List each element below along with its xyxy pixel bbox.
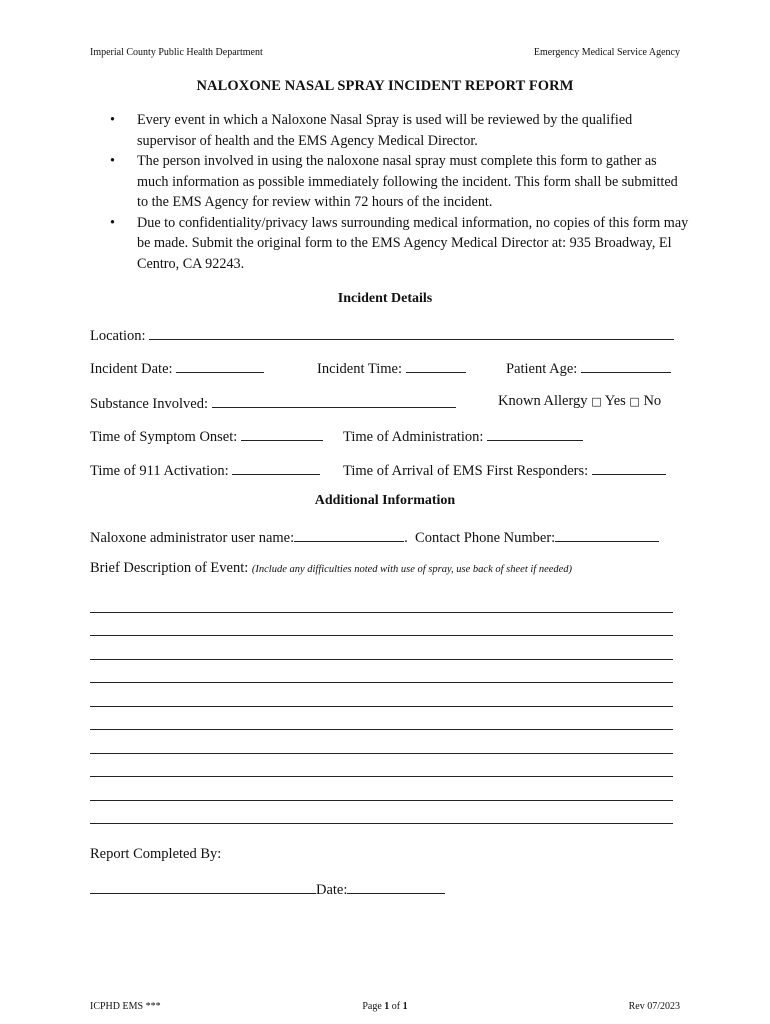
footer-code: ICPHD EMS *** (90, 1001, 161, 1012)
description-line[interactable] (90, 776, 673, 777)
location-field[interactable] (149, 325, 674, 340)
footer-revision: Rev 07/2023 (628, 1001, 680, 1012)
page-prefix: Page (362, 1001, 382, 1012)
bullet-icon: • (110, 112, 115, 128)
activation-911-field[interactable] (232, 460, 320, 475)
incident-date-row (90, 358, 264, 378)
administration-row (343, 426, 583, 446)
report-completed-label: Report Completed By: (90, 846, 222, 862)
header-agency: Emergency Medical Service Agency (533, 47, 680, 58)
description-line[interactable] (90, 706, 673, 707)
description-line[interactable] (90, 635, 673, 636)
location-row (90, 325, 674, 345)
signature-row (90, 879, 445, 899)
substance-row (90, 393, 456, 413)
description-line[interactable] (90, 753, 673, 754)
admin-user-label: Naloxone administrator user name: (90, 530, 295, 546)
patient-age-label: Patient Age: (506, 361, 578, 377)
administration-field[interactable] (487, 426, 583, 441)
brief-description-label: Brief Description of Event: (90, 560, 249, 576)
brief-description-note: (Include any difficulties noted with use of spray, use back of sheet if needed) (251, 564, 573, 575)
page-of: of (391, 1001, 401, 1012)
incident-date-field[interactable] (176, 358, 264, 373)
incident-date-label: Incident Date: (90, 361, 173, 377)
section-additional-info: Additional Information (314, 493, 456, 508)
ems-arrival-field[interactable] (592, 460, 666, 475)
admin-user-field[interactable] (294, 527, 404, 542)
patient-age-row (506, 358, 671, 378)
brief-description-row (90, 560, 572, 577)
instruction-item (110, 213, 690, 275)
symptom-onset-label: Time of Symptom Onset: (90, 429, 238, 445)
contact-phone-label: Contact Phone Number: (415, 530, 556, 546)
description-line[interactable] (90, 729, 673, 730)
ems-arrival-row (343, 460, 666, 480)
allergy-no-label: No (643, 393, 662, 409)
instruction-item (110, 110, 690, 151)
form-title: NALOXONE NASAL SPRAY INCIDENT REPORT FORM (196, 78, 574, 94)
contact-phone-field[interactable] (555, 527, 659, 542)
symptom-onset-row (90, 426, 323, 446)
page-total: 1 (402, 1001, 408, 1012)
activation-911-label: Time of 911 Activation: (90, 463, 229, 479)
bullet-icon: • (110, 214, 115, 231)
substance-field[interactable] (212, 393, 456, 408)
bullet-icon: • (110, 153, 115, 169)
activation-911-row (90, 460, 320, 480)
administration-label: Time of Administration: (343, 429, 484, 445)
page-current: 1 (384, 1001, 390, 1012)
allergy-yes-label: Yes (604, 393, 626, 409)
signature-date-field[interactable] (347, 879, 445, 894)
instructions-list (110, 110, 690, 274)
instruction-text: Every event in which a Naloxone Nasal Spray is used will be reviewed by the qualified supervisor of health and the EMS Agency Medical Director. (137, 112, 633, 149)
known-allergy-label: Known Allergy (498, 393, 588, 409)
substance-label: Substance Involved: (90, 396, 208, 412)
period-separator: . (404, 530, 412, 546)
admin-user-row (90, 527, 659, 547)
description-line[interactable] (90, 612, 673, 613)
allergy-yes-checkbox[interactable]: □ (591, 395, 602, 408)
incident-time-label: Incident Time: (317, 361, 402, 377)
location-label: Location: (90, 328, 146, 344)
report-completed-row (90, 846, 221, 863)
symptom-onset-field[interactable] (241, 426, 323, 441)
incident-time-field[interactable] (406, 358, 466, 373)
signature-field[interactable] (90, 879, 316, 894)
description-line[interactable] (90, 800, 673, 801)
incident-time-row (317, 358, 466, 378)
known-allergy-row (498, 393, 661, 410)
date-label: Date: (316, 882, 348, 898)
instruction-text: The person involved in using the naloxone nasal spray must complete this form to gather as much information as possible immediately following the incident. This form shall be submitted to the EMS Agency for review within 72 hours of the incident. (137, 153, 678, 210)
description-line[interactable] (90, 823, 673, 824)
instruction-text: Due to confidentiality/privacy laws surrounding medical information, no copies of this form may be made. Submit the original form to the EMS Agency Medical Director at: 935 Broadway, El Centro, CA 92243. (137, 214, 689, 272)
instruction-item (110, 151, 690, 213)
patient-age-field[interactable] (581, 358, 671, 373)
allergy-no-checkbox[interactable]: □ (629, 395, 640, 408)
description-line[interactable] (90, 659, 673, 660)
description-line[interactable] (90, 682, 673, 683)
header-department: Imperial County Public Health Department (90, 47, 263, 58)
section-incident-details: Incident Details (337, 291, 433, 306)
ems-arrival-label: Time of Arrival of EMS First Responders: (343, 463, 589, 479)
